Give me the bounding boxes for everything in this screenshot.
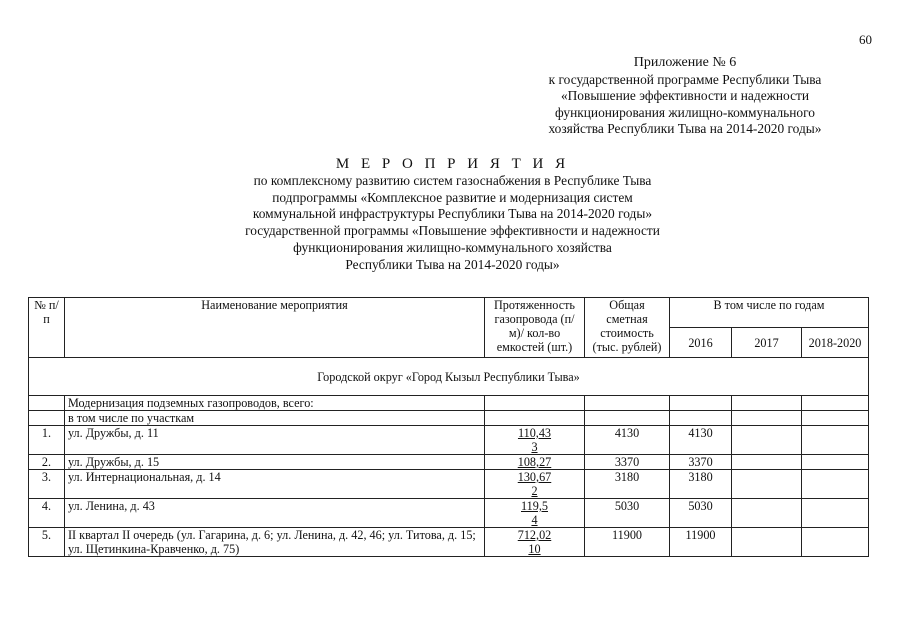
table-row	[29, 455, 869, 470]
row-length: 110,43 3	[485, 426, 585, 455]
row-2018-2020	[802, 528, 869, 557]
table-row	[29, 528, 869, 557]
row-cost: 5030	[585, 499, 670, 528]
document-heading	[0, 155, 905, 273]
row-2016: 3180	[670, 470, 732, 499]
row-name: II квартал II очередь (ул. Гагарина, д. 6; ул. Ленина, д. 42, 46; ул. Титова, д. 15; ул. Щетинкина-Кравченко, д. 75)	[65, 528, 485, 557]
col-header-2016: 2016	[670, 328, 732, 358]
row-2018-2020	[802, 470, 869, 499]
measures-table	[28, 297, 869, 557]
col-header-cost: Общая сметная стоимость (тыс. рублей)	[585, 298, 670, 358]
heading-line: коммунальной инфраструктуры Республики Тыва на 2014-2020 годы»	[252, 206, 653, 222]
row-2016: 5030	[670, 499, 732, 528]
row-name: ул. Дружбы, д. 15	[65, 455, 485, 470]
row-2017	[732, 528, 802, 557]
appendix-line: «Повышение эффективности и надежности	[560, 88, 810, 104]
row-num: 4.	[29, 499, 65, 528]
row-num: 3.	[29, 470, 65, 499]
row-name: ул. Дружбы, д. 11	[65, 426, 485, 455]
row-2017	[732, 499, 802, 528]
col-header-name: Наименование мероприятия	[65, 298, 485, 358]
table-row	[29, 470, 869, 499]
row-2017	[732, 426, 802, 455]
heading-line: по комплексному развитию систем газоснабжения в Республике Тыва	[253, 173, 652, 188]
row-2016: 4130	[670, 426, 732, 455]
heading-line: функционирования жилищно-коммунального хозяйства	[293, 239, 612, 255]
region-title: Городской округ «Город Кызыл Республики Тыва»	[29, 358, 869, 396]
heading-line: государственной программы «Повышение эффективности и надежности	[245, 223, 660, 239]
appendix-block	[505, 55, 865, 138]
document-title: М Е Р О П Р И Я Т И Я	[335, 156, 570, 172]
region-row	[29, 358, 869, 396]
row-num: 5.	[29, 528, 65, 557]
heading-line: Республики Тыва на 2014-2020 годы»	[345, 256, 560, 272]
row-name: ул. Ленина, д. 43	[65, 499, 485, 528]
group-sub-row	[29, 411, 869, 426]
row-2018-2020	[802, 426, 869, 455]
row-2016: 11900	[670, 528, 732, 557]
table-row	[29, 499, 869, 528]
row-name: ул. Интернациональная, д. 14	[65, 470, 485, 499]
row-cost: 4130	[585, 426, 670, 455]
appendix-line: хозяйства Республики Тыва на 2014-2020 годы»	[548, 121, 822, 137]
row-length: 130,67 2	[485, 470, 585, 499]
group-subtitle: в том числе по участкам	[65, 411, 485, 426]
row-cost: 3180	[585, 470, 670, 499]
row-num: 1.	[29, 426, 65, 455]
row-cost: 3370	[585, 455, 670, 470]
col-header-2018-2020: 2018-2020	[802, 328, 869, 358]
heading-line: подпрограммы «Комплексное развитие и модернизация систем	[272, 189, 633, 205]
appendix-line: функционирования жилищно-коммунального	[555, 104, 815, 120]
row-num: 2.	[29, 455, 65, 470]
row-2017	[732, 470, 802, 499]
group-row	[29, 396, 869, 411]
appendix-line: к государственной программе Республики Тыва	[548, 71, 822, 87]
table-row	[29, 426, 869, 455]
row-2018-2020	[802, 455, 869, 470]
row-length: 108,27	[485, 455, 585, 470]
row-2016: 3370	[670, 455, 732, 470]
row-cost: 11900	[585, 528, 670, 557]
appendix-line: Приложение № 6	[633, 55, 737, 70]
group-title: Модернизация подземных газопроводов, всего:	[65, 396, 485, 411]
row-length: 712,02 10	[485, 528, 585, 557]
row-2018-2020	[802, 499, 869, 528]
row-2017	[732, 455, 802, 470]
page-number: 60	[859, 32, 872, 47]
col-header-years: В том числе по годам	[670, 298, 869, 328]
col-header-length: Протяженность газопровода (п/м)/ кол-во емкостей (шт.)	[485, 298, 585, 358]
header-row	[29, 298, 869, 328]
row-length: 119,5 4	[485, 499, 585, 528]
col-header-2017: 2017	[732, 328, 802, 358]
col-header-num: № п/п	[29, 298, 65, 358]
